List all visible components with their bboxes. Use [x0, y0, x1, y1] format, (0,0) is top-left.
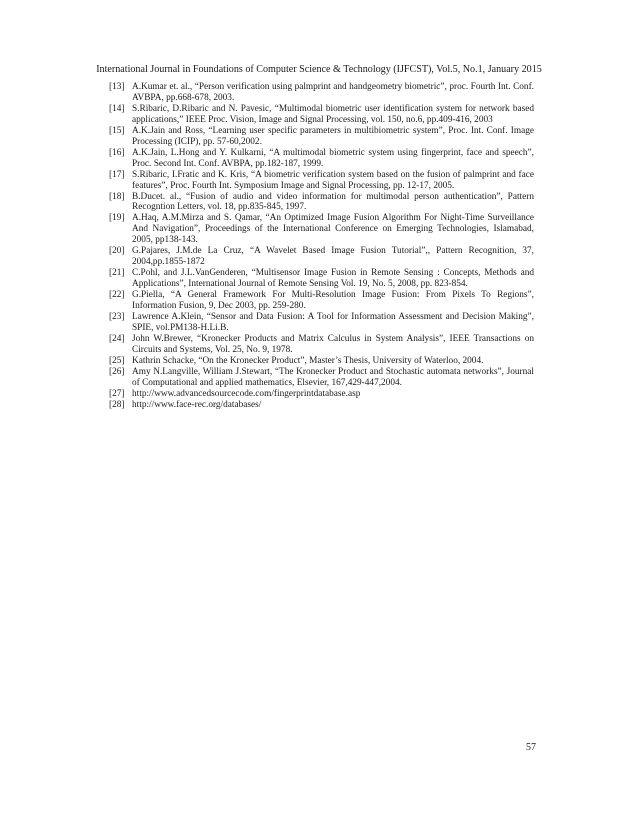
reference-item-27 — [109, 389, 534, 400]
reference-number: [18] — [109, 191, 125, 202]
reference-item-22 — [109, 290, 534, 312]
reference-number: [21] — [109, 268, 125, 279]
reference-item-19 — [109, 213, 534, 246]
reference-text: John W.Brewer, “Kronecker Products and Matrix Calculus in System Analysis”, IEEE Transactions on Circuits and Systems, Vol. 25, No. 9, 1978. — [132, 333, 534, 355]
reference-number: [16] — [109, 147, 125, 158]
reference-list — [109, 82, 534, 411]
reference-text: S.Ribaric, I.Fratic and K. Kris, “A biometric verification system based on the fusion of palmprint and face features”, Proc. Fourth Int. Symposium Image and Signal Processing, pp. 12-17, 2005. — [132, 169, 534, 191]
reference-text: S.Ribaric, D.Ribaric and N. Pavesic, “Multimodal biometric user identification system for network based applications,” IEEE Proc. Vision, Image and Signal Processing, vol. 150, no.6, pp.409-416, 2003 — [132, 103, 534, 125]
reference-number: [22] — [109, 290, 125, 301]
reference-item-13 — [109, 82, 534, 104]
reference-text: B.Ducet. al., “Fusion of audio and video information for multimodal person authentication”, Pattern Recogntion Letters, vol. 18, pp.835-845, 1997. — [132, 191, 534, 213]
reference-number: [25] — [109, 355, 125, 366]
reference-text: Lawrence A.Klein, “Sensor and Data Fusion: A Tool for Information Assessment and Decision Making”, SPIE, vol.PM138-H.Li.B. — [132, 312, 534, 333]
reference-item-18 — [109, 192, 534, 214]
reference-item-26 — [109, 367, 534, 389]
reference-text: A.K.Jain and Ross, “Learning user specific parameters in multibiometric system”, Proc. Int. Conf. Image Processing (ICIP), pp. 57-60,2002. — [132, 125, 534, 147]
reference-number: [15] — [109, 125, 125, 136]
reference-number: [17] — [109, 169, 125, 180]
reference-text: G.Piella, “A General Framework For Multi-Resolution Image Fusion: From Pixels To Regions”, Information Fusion, 9, Dec 2003, pp. 259-280. — [132, 290, 534, 312]
reference-text: A.Kumar et. al., “Person verification using palmprint and handgeometry biometric”, proc. Fourth Int. Conf. AVBPA, pp.668-678, 2003. — [132, 82, 534, 103]
reference-item-21 — [109, 268, 534, 290]
reference-number: [28] — [109, 399, 125, 410]
reference-text: A.K.Jain, L.Hong and Y. Kulkarni, “A multimodal biometric system using fingerprint, face and speech”, Proc. Second Int. Conf. AVBPA, pp.182-187, 1999. — [132, 147, 534, 169]
reference-number: [27] — [109, 388, 125, 399]
reference-text: Amy N.Langville, William J.Stewart, “The Kronecker Product and Stochastic automata networks”, Journal of Computational and applied mathematics, Elsevier, 167,429-447,2004. — [132, 366, 534, 388]
reference-item-23 — [109, 312, 534, 334]
reference-url: http://www.advancedsourcecode.com/fingerprintdatabase.asp — [132, 388, 361, 399]
reference-text: C.Pohl, and J.L.VanGenderen, “Multisensor Image Fusion in Remote Sensing : Concepts, Methods and Applications”, International Journal of Remote Sensing Vol. 19, No. 5, 2008, pp. 823-854. — [132, 268, 534, 290]
reference-item-25 — [109, 356, 534, 367]
reference-item-14 — [109, 104, 534, 126]
reference-item-20 — [109, 246, 534, 268]
reference-text: A.Haq, A.M.Mirza and S. Qamar, “An Optimized Image Fusion Algorithm For Night-Time Surveillance And Navigation”, Proceedings of the International Conference on Emerging Technologies, Islamabad, 2005, pp138-143. — [132, 213, 534, 246]
reference-url: http://www.face-rec.org/databases/ — [132, 399, 262, 410]
page-number: 57 — [526, 742, 536, 753]
reference-number: [23] — [109, 312, 125, 323]
reference-text: G.Pajares, J.M.de La Cruz, “A Wavelet Based Image Fusion Tutorial”,, Pattern Recognition, 37, 2004,pp.1855-1872 — [132, 246, 534, 268]
running-header: International Journal in Foundations of Computer Science & Technology (IJFCST), Vol.5, No.1, January 2015 — [96, 64, 542, 75]
reference-text: Kathrin Schacke, “On the Kronecker Product”, Master’s Thesis, University of Waterloo, 2004. — [132, 355, 484, 366]
reference-item-17 — [109, 170, 534, 192]
reference-item-24 — [109, 334, 534, 356]
reference-number: [26] — [109, 366, 125, 377]
reference-number: [14] — [109, 103, 125, 114]
reference-item-16 — [109, 148, 534, 170]
reference-item-15 — [109, 126, 534, 148]
reference-number: [13] — [109, 82, 125, 92]
reference-number: [19] — [109, 213, 125, 224]
reference-item-28 — [109, 400, 534, 411]
reference-number: [24] — [109, 333, 125, 344]
reference-number: [20] — [109, 246, 125, 257]
